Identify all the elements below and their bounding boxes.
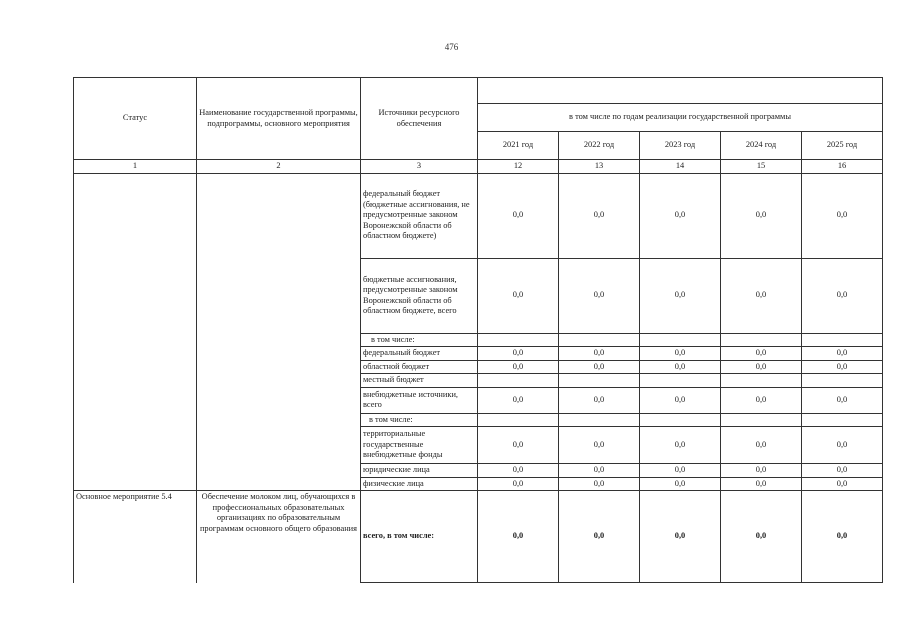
value-cell: 0,0 (802, 258, 883, 333)
value-cell: 0,0 (802, 387, 883, 413)
header-status: Статус (74, 78, 197, 160)
value-cell (478, 374, 559, 388)
value-cell (721, 413, 802, 427)
header-year: 2025 год (802, 132, 883, 160)
col-number: 16 (802, 160, 883, 174)
value-cell: 0,0 (721, 464, 802, 478)
value-cell: 0,0 (559, 258, 640, 333)
value-cell: 0,0 (559, 387, 640, 413)
measure-label: всего, в том числе: (361, 491, 478, 583)
value-cell: 0,0 (640, 347, 721, 361)
value-cell: 0,0 (721, 360, 802, 374)
name-cell-empty (197, 173, 361, 491)
value-cell: 0,0 (559, 347, 640, 361)
value-cell (802, 413, 883, 427)
header-year: 2024 год (721, 132, 802, 160)
value-cell: 0,0 (640, 173, 721, 258)
source-label: областной бюджет (361, 360, 478, 374)
value-cell: 0,0 (802, 464, 883, 478)
value-cell: 0,0 (559, 477, 640, 491)
col-number: 13 (559, 160, 640, 174)
value-cell: 0,0 (559, 464, 640, 478)
value-cell (721, 374, 802, 388)
source-label: физические лица (361, 477, 478, 491)
column-numbers-row (74, 160, 883, 174)
value-cell (802, 374, 883, 388)
value-cell: 0,0 (559, 427, 640, 464)
source-label: в том числе: (361, 413, 478, 427)
col-number: 1 (74, 160, 197, 174)
source-label: бюджетные ассигнования, предусмотренные законом Воронежской области об областном бюджете, всего (361, 258, 478, 333)
measure-row (74, 491, 883, 583)
value-cell (478, 413, 559, 427)
table-row (74, 173, 883, 258)
header-name: Наименование государственной программы, подпрограммы, основного мероприятия (197, 78, 361, 160)
header-row-top (74, 78, 883, 104)
col-number: 12 (478, 160, 559, 174)
value-cell: 0,0 (802, 360, 883, 374)
header-sources: Источники ресурсного обеспечения (361, 78, 478, 160)
source-label: местный бюджет (361, 374, 478, 388)
source-label: федеральный бюджет (361, 347, 478, 361)
value-cell (559, 333, 640, 347)
header-years-caption: в том числе по годам реализации государственной программы (478, 104, 883, 132)
value-cell: 0,0 (478, 464, 559, 478)
value-cell: 0,0 (478, 477, 559, 491)
value-cell: 0,0 (478, 360, 559, 374)
value-cell: 0,0 (721, 173, 802, 258)
measure-status: Основное мероприятие 5.4 (74, 491, 197, 583)
source-label: в том числе: (361, 333, 478, 347)
value-cell (559, 374, 640, 388)
value-cell: 0,0 (721, 258, 802, 333)
header-year: 2022 год (559, 132, 640, 160)
value-cell: 0,0 (721, 387, 802, 413)
value-cell: 0,0 (640, 360, 721, 374)
value-cell: 0,0 (478, 173, 559, 258)
col-number: 3 (361, 160, 478, 174)
source-label: территориальные государственные внебюджетные фонды (361, 427, 478, 464)
col-number: 15 (721, 160, 802, 174)
header-year: 2023 год (640, 132, 721, 160)
value-cell: 0,0 (640, 477, 721, 491)
measure-value: 0,0 (559, 491, 640, 583)
value-cell (640, 374, 721, 388)
value-cell: 0,0 (478, 258, 559, 333)
source-label: внебюджетные источники, всего (361, 387, 478, 413)
value-cell (721, 333, 802, 347)
value-cell: 0,0 (640, 464, 721, 478)
col-number: 2 (197, 160, 361, 174)
header-year: 2021 год (478, 132, 559, 160)
value-cell (478, 333, 559, 347)
value-cell: 0,0 (478, 387, 559, 413)
value-cell: 0,0 (721, 427, 802, 464)
value-cell: 0,0 (559, 360, 640, 374)
value-cell: 0,0 (802, 173, 883, 258)
value-cell: 0,0 (721, 477, 802, 491)
value-cell: 0,0 (640, 387, 721, 413)
source-label: федеральный бюджет (бюджетные ассигнования, не предусмотренные законом Воронежской области об областном бюджете) (361, 173, 478, 258)
value-cell: 0,0 (802, 477, 883, 491)
header-blank-cell (478, 78, 883, 104)
measure-value: 0,0 (802, 491, 883, 583)
budget-table (73, 77, 883, 583)
col-number: 14 (640, 160, 721, 174)
value-cell: 0,0 (640, 258, 721, 333)
measure-name: Обеспечение молоком лиц, обучающихся в профессиональных образовательных организациях по образовательным программам основного общего образования (197, 491, 361, 583)
measure-value: 0,0 (640, 491, 721, 583)
value-cell: 0,0 (640, 427, 721, 464)
measure-value: 0,0 (721, 491, 802, 583)
value-cell: 0,0 (802, 427, 883, 464)
value-cell (802, 333, 883, 347)
value-cell: 0,0 (478, 427, 559, 464)
source-label: юридические лица (361, 464, 478, 478)
value-cell (640, 413, 721, 427)
value-cell (640, 333, 721, 347)
value-cell: 0,0 (721, 347, 802, 361)
value-cell: 0,0 (559, 173, 640, 258)
value-cell: 0,0 (478, 347, 559, 361)
value-cell: 0,0 (802, 347, 883, 361)
status-cell-empty (74, 173, 197, 491)
value-cell (559, 413, 640, 427)
measure-value: 0,0 (478, 491, 559, 583)
page-number: 476 (444, 42, 459, 52)
